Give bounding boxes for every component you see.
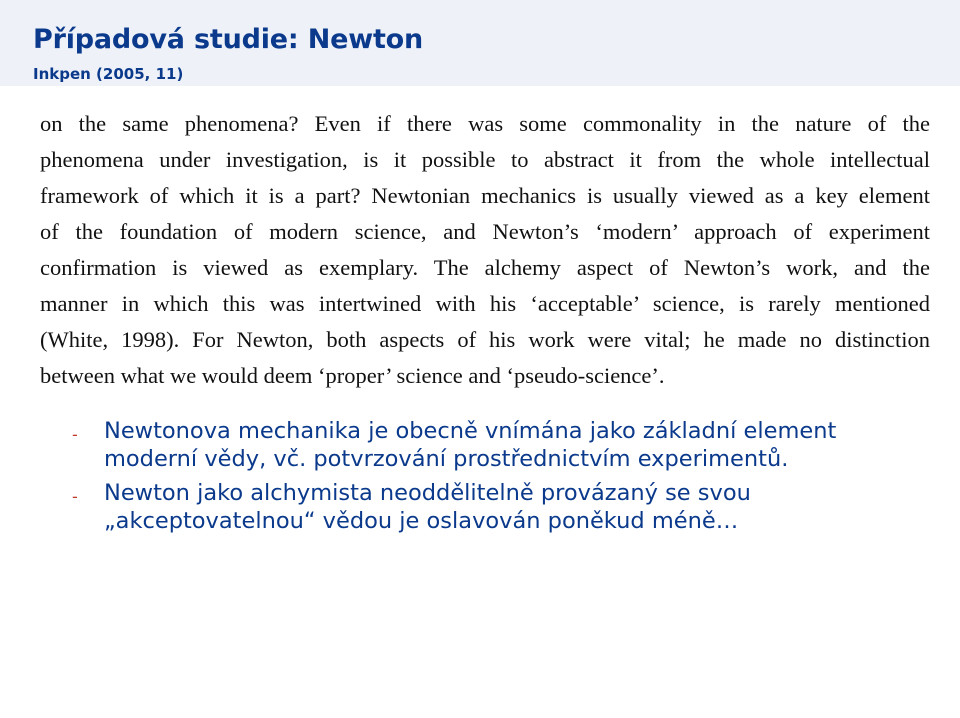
quote-line: between what we would deem ‘proper’ science and ‘pseudo-science’.	[40, 363, 665, 388]
quote-line: framework of which it is a part? Newtonian mechanics is usually viewed as a key element	[40, 183, 930, 208]
quote-line: phenomena under investigation, is it possible to abstract it from the whole intellectual	[40, 147, 930, 172]
quote-line: confirmation is viewed as exemplary. The alchemy aspect of Newton’s work, and the	[40, 255, 930, 280]
quoted-excerpt	[0, 86, 960, 396]
page-title: Případová studie: Newton	[33, 24, 424, 55]
quote-line: (White, 1998). For Newton, both aspects of his work were vital; he made no distinction	[40, 327, 930, 352]
quote-line: of the foundation of modern science, and Newton’s ‘modern’ approach of experiment	[40, 219, 930, 244]
bullet-dash: -	[72, 487, 78, 506]
quote-line: on the same phenomena? Even if there was some commonality in the nature of the	[40, 111, 930, 136]
bullet-text-line: Newton jako alchymista neoddělitelně provázaný se svou	[104, 480, 751, 506]
bullet-text-line: Newtonova mechanika je obecně vnímána jako základní element	[104, 418, 837, 444]
page-subtitle: Inkpen (2005, 11)	[33, 65, 184, 83]
bullet-text-line: moderní vědy, vč. potvrzování prostřednictvím experimentů.	[104, 446, 789, 472]
bullet-text-line: „akceptovatelnou“ vědou je oslavován poněkud méně…	[104, 508, 739, 534]
bullet-dash: -	[72, 425, 78, 444]
quote-line: manner in which this was intertwined with his ‘acceptable’ science, is rarely mentioned	[40, 291, 930, 316]
